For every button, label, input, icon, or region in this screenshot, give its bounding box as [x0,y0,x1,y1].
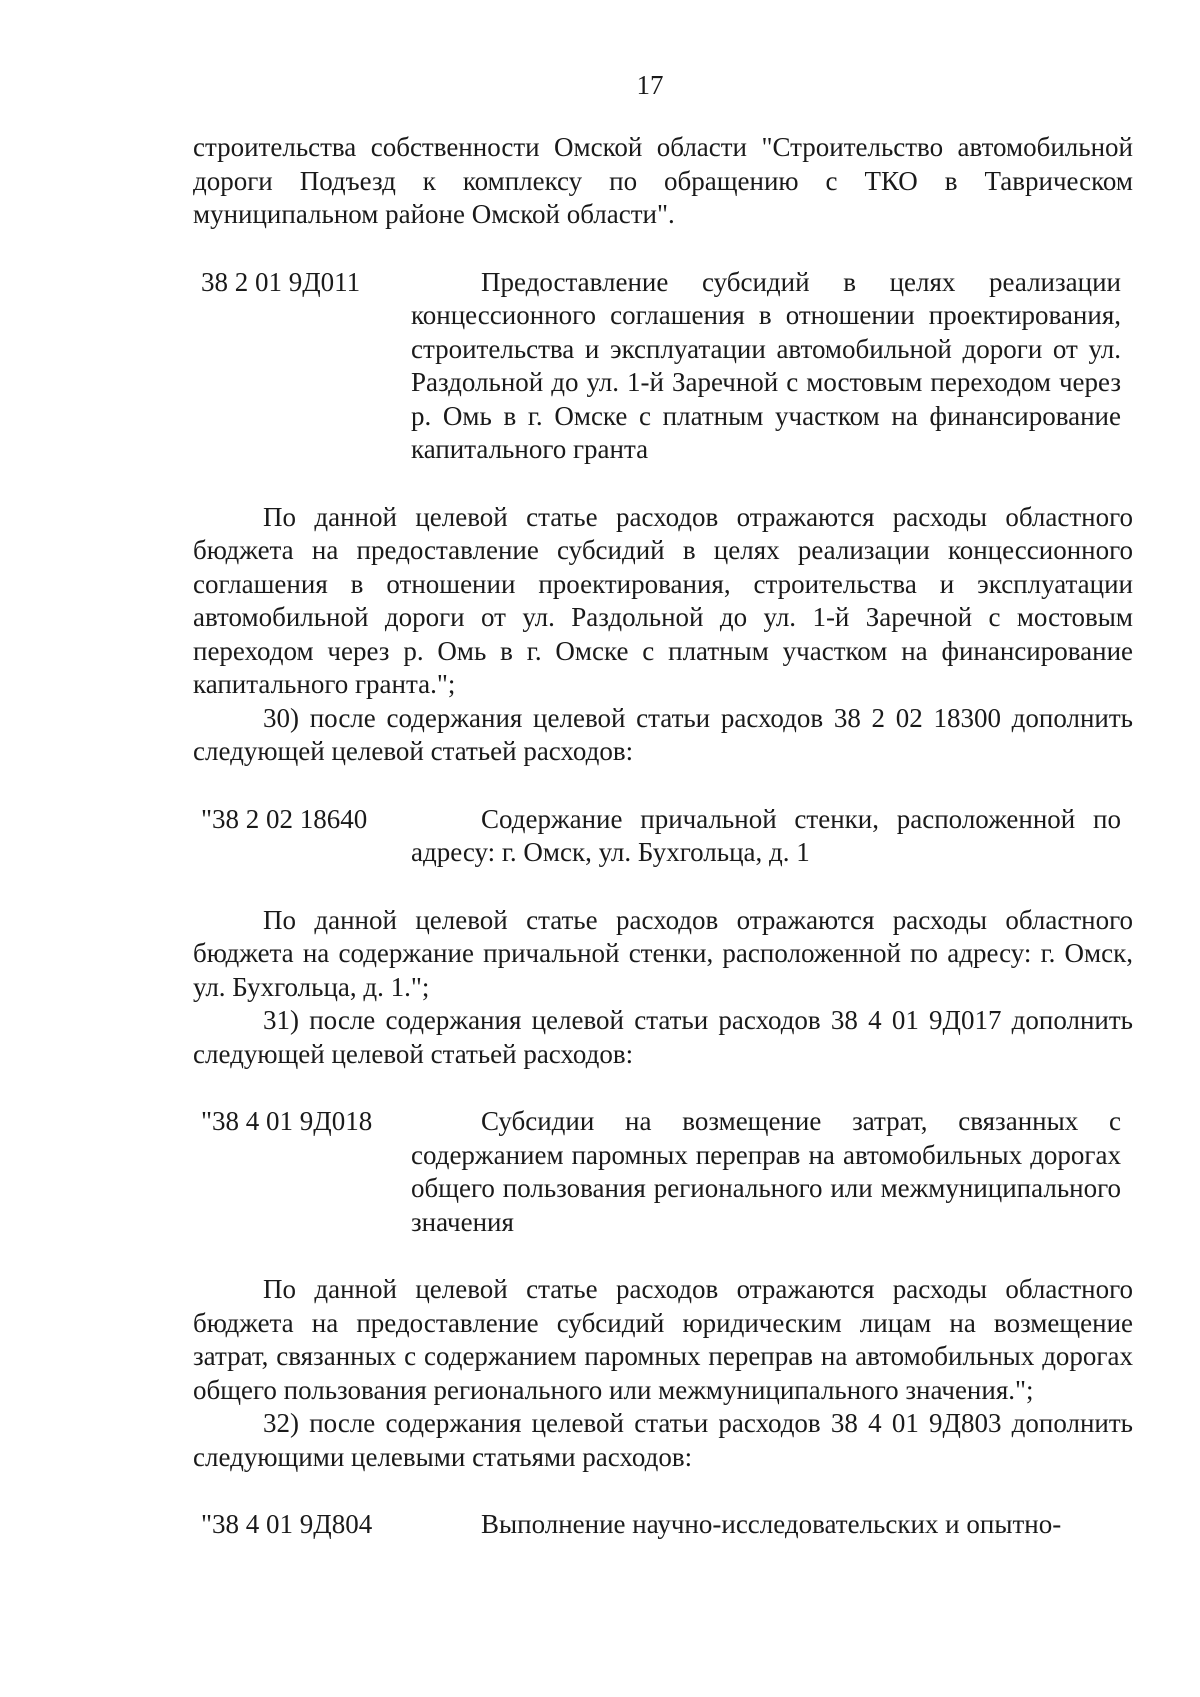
budget-description: Субсидии на возмещение затрат, связанных с содержанием паромных переправ на автомобильных дорогах общего пользования регионального или межмуниципального значения [411,1106,1121,1237]
budget-code: 38 2 01 9Д011 [201,266,361,297]
paragraph-item-30: 30) после содержания целевой статьи расходов 38 2 02 18300 дополнить следующей целевой статьей расходов: [193,702,1133,766]
page-number: 17 [636,70,664,100]
budget-entry-9d018 [193,1105,1133,1239]
budget-entry-9d011 [193,266,1133,467]
budget-description: Выполнение научно-исследовательских и опытно- [481,1509,1062,1539]
budget-code: "38 4 01 9Д804 [201,1509,373,1539]
budget-code: "38 2 02 18640 [201,803,368,834]
paragraph-item-31: 31) после содержания целевой статьи расходов 38 4 01 9Д017 дополнить следующей целевой статьей расходов: [193,1005,1133,1069]
budget-description: Содержание причальной стенки, расположенной по адресу: г. Омск, ул. Бухгольца, д. 1 [411,803,1121,867]
budget-entry-18640 [193,803,1133,870]
paragraph-item-32: 32) после содержания целевой статьи расходов 38 4 01 9Д803 дополнить следующими целевыми статьями расходов: [193,1408,1133,1472]
paragraph-explanation: По данной целевой статье расходов отражаются расходы областного бюджета на содержание причальной стенки, расположенной по адресу: г. Омск, ул. Бухгольца, д. 1."; [193,904,1133,1002]
budget-code: "38 4 01 9Д018 [201,1106,373,1136]
budget-entry-9d804 [193,1508,1133,1542]
budget-description: Предоставление субсидий в целях реализации концессионного соглашения в отношении проектирования, строительства и эксплуатации автомобильной дороги от ул. Раздольной до ул. 1-й Заречной с мостовым переходом через р. Омь в г. Омске с платным участком на финансирование капитального гранта [411,266,1121,464]
paragraph-explanation: По данной целевой статье расходов отражаются расходы областного бюджета на предоставление субсидий юридическим лицам на возмещение затрат, связанных с содержанием паромных переправ на автомобильных дорогах общего пользования регионального или межмуниципального значения."; [193,1274,1133,1405]
paragraph-explanation: По данной целевой статье расходов отражаются расходы областного бюджета на предоставление субсидий в целях реализации концессионного соглашения в отношении проектирования, строительства и эксплуатации автомобильной дороги от ул. Раздольной до ул. 1-й Заречной с мостовым переходом через р. Омь в г. Омске с платным участком на финансирование капитального гранта."; [193,501,1133,699]
paragraph-continuation: строительства собственности Омской области "Строительство автомобильной дороги Подъезд к комплексу по обращению с ТКО в Таврическом муниципальном районе Омской области". [193,132,1133,229]
document-body [193,131,1133,1542]
